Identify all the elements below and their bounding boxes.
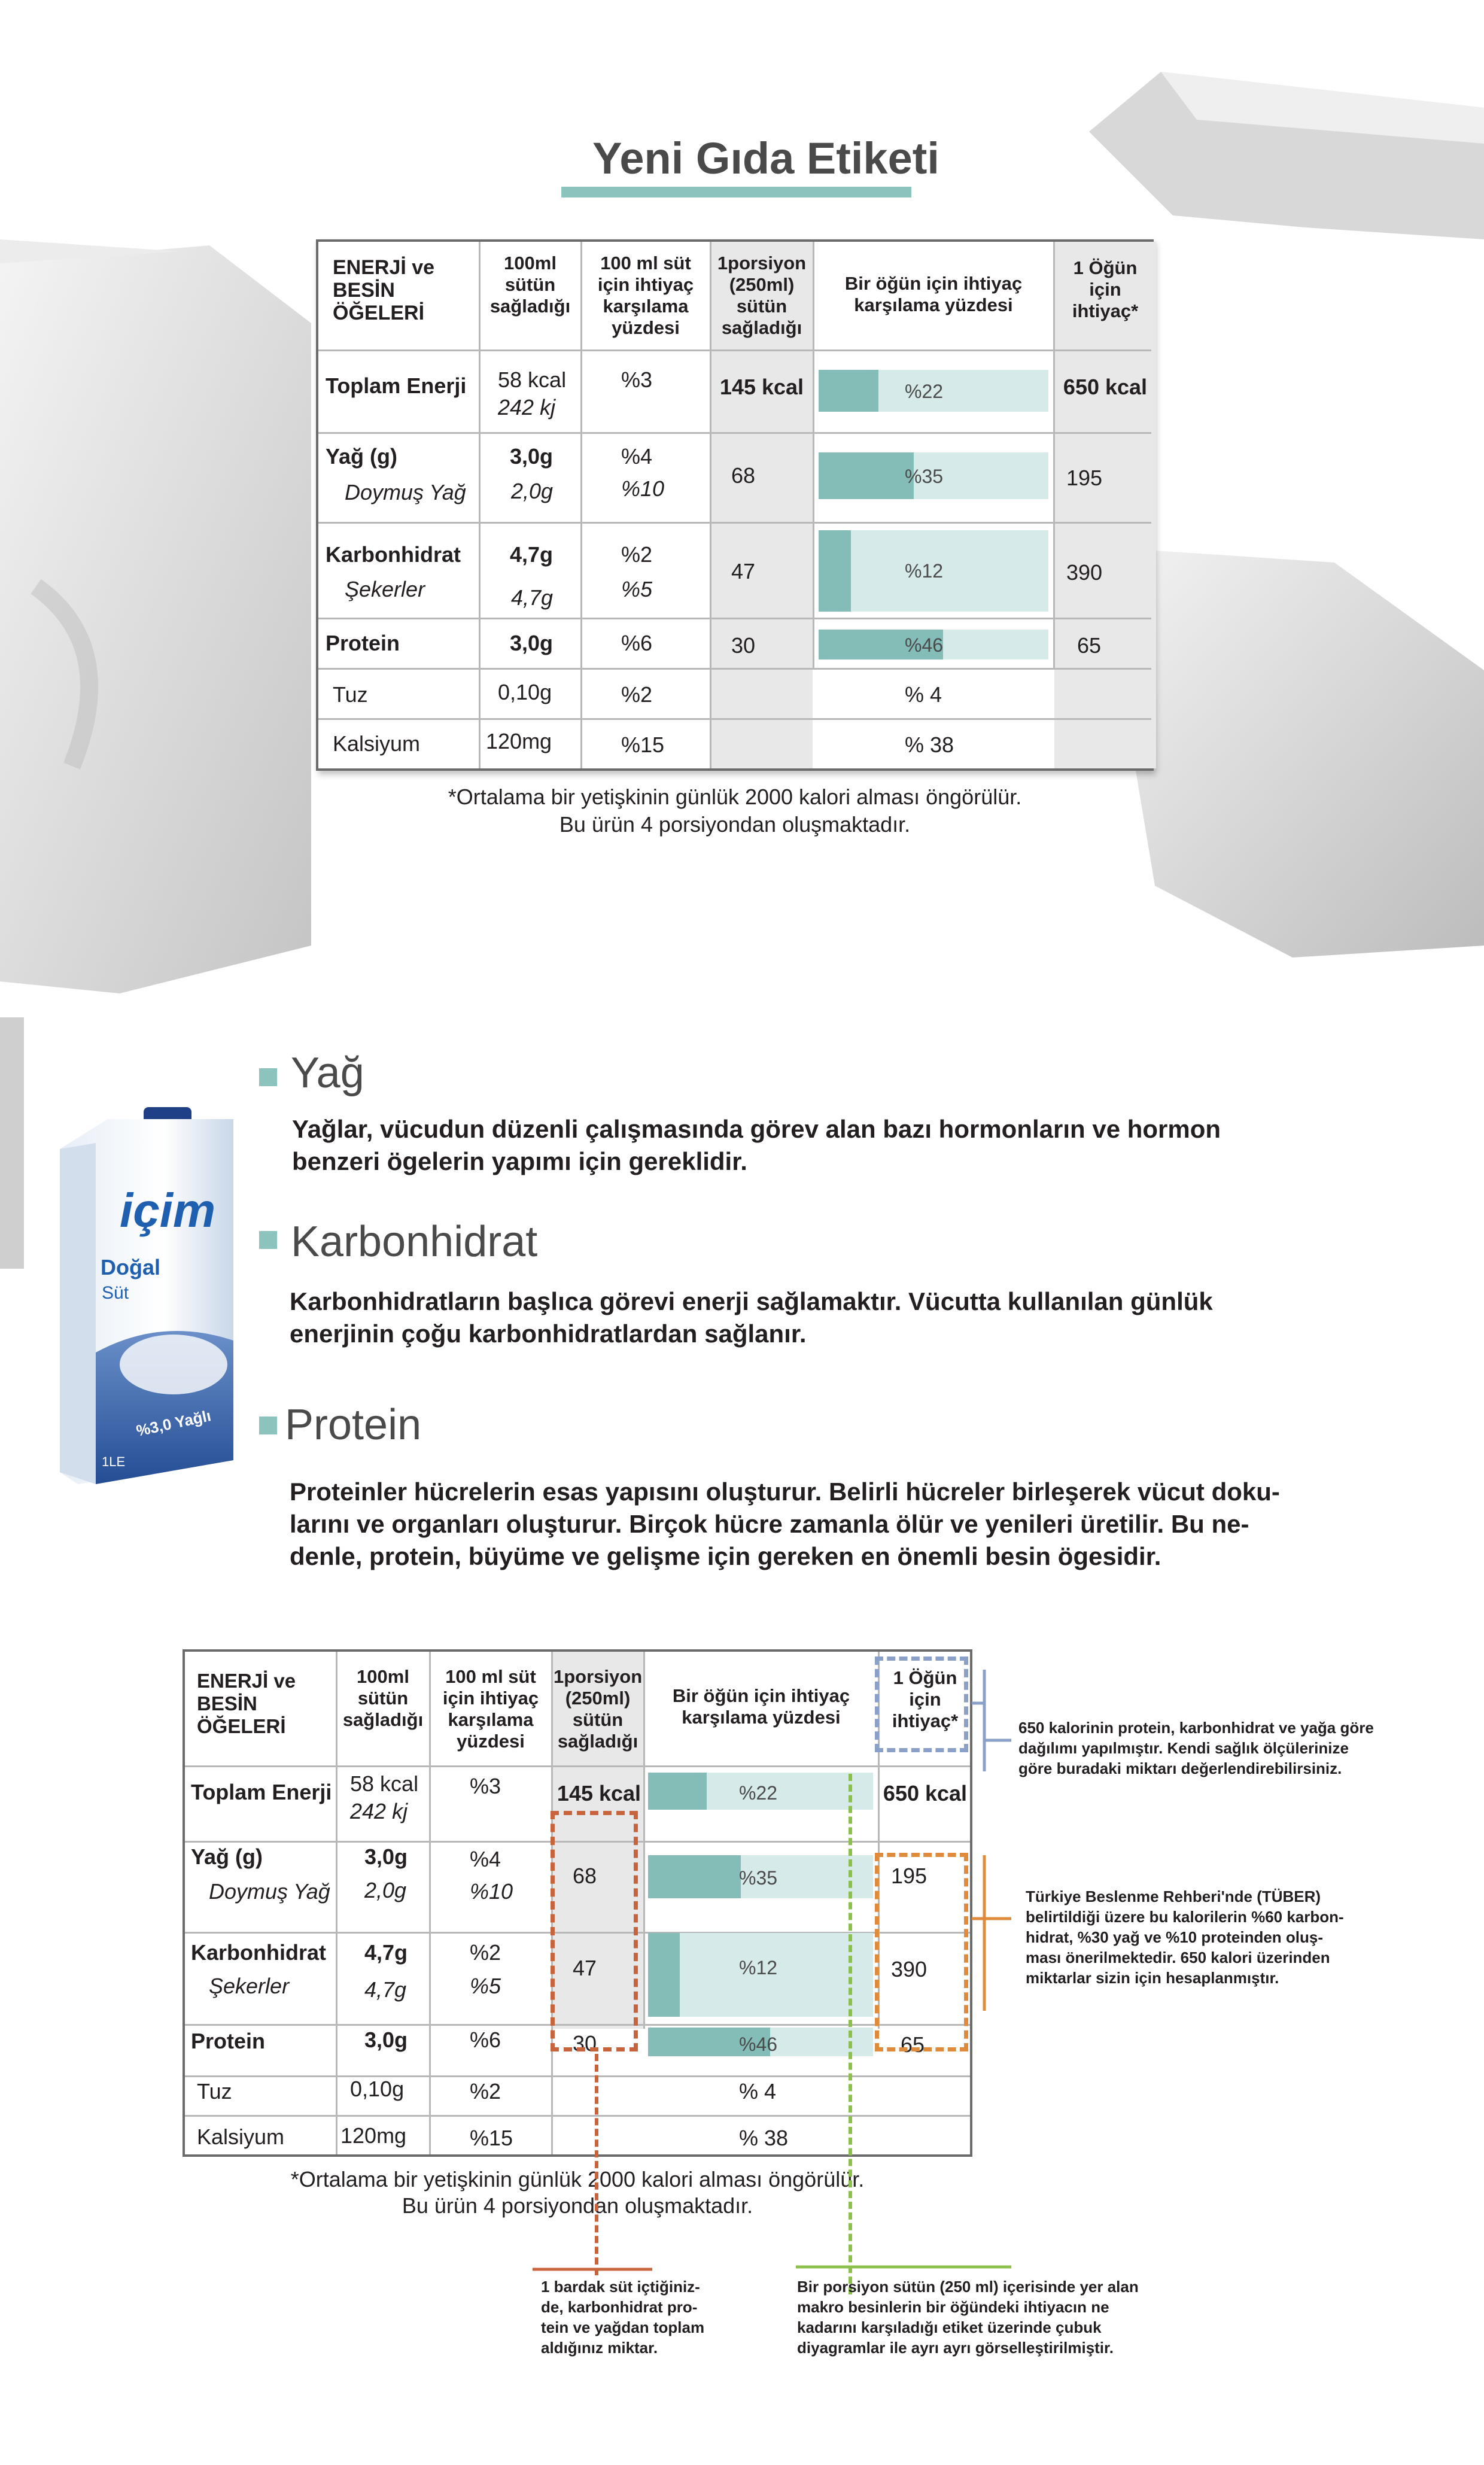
- energy-meal-pct: %22: [905, 381, 944, 402]
- calcium-100ml: 120mg: [486, 729, 552, 753]
- row-satfat-label: Doymuş Yağ: [345, 480, 466, 504]
- annotation-orange: [1026, 1886, 1344, 1988]
- yag-text-line-2: benzeri ögelerin yapımı için gereklidir.: [292, 1147, 747, 1175]
- header-pct-100ml-2: 100 ml süt için ihtiyaç karşılama yüzdesi: [442, 1666, 539, 1752]
- annotation-red: [541, 2276, 704, 2358]
- row-sugar-label-2: Şekerler: [209, 1974, 290, 1998]
- annotation-green: [797, 2276, 1139, 2358]
- table-footnote-2-b: Bu ürün 4 porsiyondan oluşmaktadır.: [402, 2193, 753, 2218]
- row-carb-label-2: Karbonhidrat: [191, 1940, 327, 1965]
- calcium-100ml-2: 120mg: [340, 2123, 407, 2148]
- carb-meal-pct: %12: [905, 560, 944, 582]
- carb-meal-pct-2: %12: [739, 1957, 778, 1978]
- carton-product-2: Süt: [102, 1283, 129, 1303]
- header-meal-need-2: 1 Öğün için ihtiyaç*: [892, 1667, 959, 1731]
- protein-pct-100ml-2: %6: [470, 2028, 501, 2052]
- satfat-pct-100ml: %10: [621, 476, 665, 501]
- calcium-meal-pct-2: % 38: [739, 2126, 789, 2150]
- fat-pct-100ml: %4: [621, 444, 653, 469]
- sugar-100ml: 4,7g: [511, 585, 554, 610]
- carb-need-2: 390: [891, 1957, 928, 1981]
- sugar-100ml-2: 4,7g: [364, 1977, 407, 2002]
- carb-portion-2: 47: [573, 1956, 597, 1980]
- carton-product-1: Doğal: [101, 1255, 161, 1279]
- table-footnote-1-b: *Ortalama bir yetişkinin günlük 2000 kalori alması öngörülür.: [290, 2167, 865, 2192]
- carb-need: 390: [1066, 560, 1103, 585]
- energy-need: 650 kcal: [1063, 375, 1148, 399]
- salt-pct-100ml: %2: [621, 682, 653, 707]
- sugar-pct-100ml-2: %5: [470, 1974, 501, 1998]
- salt-100ml-2: 0,10g: [350, 2077, 405, 2101]
- carton-volume: 1LE: [102, 1454, 126, 1469]
- carb-pct-100ml-2: %2: [470, 1940, 501, 1965]
- protein-portion: 30: [731, 633, 756, 658]
- protein-text-line-3: denle, protein, büyüme ve gelişme için gereken en önemli besin ögesidir.: [290, 1542, 1161, 1570]
- table-footnote-1: *Ortalama bir yetişkinin günlük 2000 kalori alması öngörülür.: [448, 785, 1022, 809]
- energy-pct-100ml-2: %3: [470, 1774, 501, 1798]
- row-carb-label: Karbonhidrat: [326, 542, 461, 567]
- fat-meal-pct: %35: [905, 466, 944, 487]
- energy-meal-pct-2: %22: [739, 1782, 778, 1804]
- header-meal-pct-2: Bir öğün için ihtiyaç karşılama yüzdesi: [672, 1685, 850, 1728]
- energy-need-2: 650 kcal: [883, 1781, 968, 1806]
- annotation-blue-line: 650 kalorinin protein, karbonhidrat ve yağa göre: [1018, 1719, 1374, 1737]
- annotation-blue-line: göre buradaki miktarı değerlendirebilirsiniz.: [1018, 1759, 1342, 1777]
- yag-heading: Yağ: [291, 1049, 364, 1097]
- header-nutrients: ENERJİ ve BESİN ÖĞELERİ: [333, 256, 435, 324]
- row-fat-label-2: Yağ (g): [191, 1844, 263, 1869]
- fat-need: 195: [1066, 466, 1103, 490]
- header-meal-need: 1 Öğün için ihtiyaç*: [1072, 257, 1139, 321]
- annotation-red-line: aldığınız miktar.: [541, 2339, 658, 2357]
- row-salt-label: Tuz: [333, 682, 368, 707]
- row-sugar-label: Şekerler: [345, 577, 425, 601]
- annotation-green-line: Bir porsiyon sütün (250 ml) içerisinde yer alan: [797, 2278, 1139, 2296]
- protein-need-2: 65: [901, 2032, 925, 2057]
- sugar-pct-100ml: %5: [621, 577, 653, 601]
- header-per-100ml: 100ml sütün sağladığı: [489, 253, 571, 317]
- carton-brand: içim: [120, 1184, 216, 1237]
- row-energy-label: Toplam Enerji: [326, 373, 467, 398]
- fat-pct-100ml-2: %4: [470, 1847, 501, 1871]
- annotation-orange-line: ması önerilmektedir. 650 kalori üzerinden: [1026, 1949, 1330, 1966]
- fat-100ml: 3,0g: [510, 444, 554, 469]
- row-fat-label: Yağ (g): [326, 444, 398, 469]
- karb-heading: Karbonhidrat: [291, 1218, 538, 1266]
- annotation-orange-line: hidrat, %30 yağ ve %10 proteinden oluş-: [1026, 1928, 1324, 1946]
- satfat-100ml: 2,0g: [511, 479, 554, 503]
- carton-fat: %3,0 Yağlı: [135, 1406, 213, 1440]
- fat-100ml-2: 3,0g: [364, 1844, 408, 1869]
- header-portion-2: 1porsiyon (250ml) sütün sağladığı: [554, 1666, 643, 1752]
- carb-pct-100ml: %2: [621, 542, 653, 567]
- table-footnote-2: Bu ürün 4 porsiyondan oluşmaktadır.: [559, 812, 911, 837]
- energy-portion-2: 145 kcal: [556, 1781, 641, 1806]
- fat-portion: 68: [731, 463, 756, 488]
- annotation-orange-line: miktarlar sizin için hesaplanmıştır.: [1026, 1969, 1279, 1987]
- protein-pct-100ml: %6: [621, 631, 653, 655]
- annotation-orange-line: Türkiye Beslenme Rehberi'nde (TÜBER): [1026, 1887, 1321, 1905]
- satfat-pct-100ml-2: %10: [470, 1879, 513, 1904]
- energy-100ml: 58 kcal: [498, 367, 567, 392]
- energy-pct-100ml: %3: [621, 367, 653, 392]
- annotation-green-line: diyagramlar ile ayrı ayrı görselleştirilmiştir.: [797, 2339, 1114, 2357]
- protein-meal-pct: %46: [905, 634, 944, 656]
- row-calcium-label: Kalsiyum: [333, 731, 421, 756]
- protein-100ml: 3,0g: [510, 631, 554, 655]
- protein-text-line-2: larını ve organları oluşturur. Birçok hücre zamanla ölür ve yenileri üretilir. Bu ne-: [290, 1510, 1249, 1538]
- salt-meal-pct-2: % 4: [739, 2079, 777, 2104]
- row-calcium-label-2: Kalsiyum: [197, 2124, 285, 2149]
- annotation-red-line: 1 bardak süt içtiğiniz-: [541, 2278, 700, 2296]
- row-protein-label-2: Protein: [191, 2029, 266, 2053]
- annotation-blue: [1018, 1718, 1374, 1779]
- energy-100ml-kj: 242 kj: [498, 395, 556, 420]
- header-meal-pct: Bir öğün için ihtiyaç karşılama yüzdesi: [844, 273, 1023, 315]
- row-energy-label-2: Toplam Enerji: [191, 1780, 332, 1804]
- karb-text-line-2: enerjinin çoğu karbonhidratlardan sağlanır.: [290, 1320, 807, 1348]
- fat-meal-pct-2: %35: [739, 1867, 778, 1889]
- energy-100ml-2: 58 kcal: [350, 1771, 419, 1796]
- energy-portion: 145 kcal: [719, 375, 804, 399]
- calcium-meal-pct: % 38: [905, 732, 954, 757]
- header-per-100ml-2: 100ml sütün sağladığı: [342, 1666, 424, 1730]
- annotation-green-line: makro besinlerin bir öğündeki ihtiyacın ne: [797, 2298, 1109, 2316]
- carb-100ml: 4,7g: [510, 542, 554, 567]
- protein-portion-2: 30: [573, 2031, 597, 2056]
- annotation-red-line: de, karbonhidrat pro-: [541, 2298, 698, 2316]
- protein-need: 65: [1077, 633, 1102, 658]
- row-protein-label: Protein: [326, 631, 400, 655]
- karb-text-line-1: Karbonhidratların başlıca görevi enerji sağlamaktır. Vücutta kullanılan günlük: [290, 1287, 1213, 1315]
- row-satfat-label-2: Doymuş Yağ: [209, 1879, 330, 1904]
- protein-text-line-1: Proteinler hücrelerin esas yapısını oluşturur. Belirli hücreler birleşerek vücut doku-: [290, 1478, 1280, 1506]
- header-nutrients-2: ENERJİ ve BESİN ÖĞELERİ: [197, 1670, 296, 1737]
- annotation-blue-line: dağılımı yapılmıştır. Kendi sağlık ölçülerinize: [1018, 1739, 1349, 1757]
- carb-100ml-2: 4,7g: [364, 1940, 408, 1965]
- fat-portion-2: 68: [573, 1864, 597, 1888]
- page-title: Yeni Gıda Etiketi: [592, 133, 939, 183]
- protein-meal-pct-2: %46: [739, 2034, 778, 2055]
- energy-100ml-kj-2: 242 kj: [350, 1799, 408, 1823]
- yag-text-line-1: Yağlar, vücudun düzenli çalışmasında görev alan bazı hormonların ve hormon: [292, 1115, 1221, 1143]
- calcium-pct-100ml: %15: [621, 732, 665, 757]
- carb-portion: 47: [731, 559, 756, 583]
- fat-need-2: 195: [891, 1864, 928, 1888]
- salt-meal-pct: % 4: [905, 682, 942, 707]
- annotation-orange-line: belirtildiği üzere bu kalorilerin %60 karbon-: [1026, 1908, 1344, 1926]
- row-salt-label-2: Tuz: [197, 2079, 232, 2104]
- protein-100ml-2: 3,0g: [364, 2028, 408, 2052]
- satfat-100ml-2: 2,0g: [364, 1878, 407, 1902]
- salt-pct-100ml-2: %2: [470, 2079, 501, 2104]
- calcium-pct-100ml-2: %15: [470, 2126, 513, 2150]
- annotation-red-line: tein ve yağdan toplam: [541, 2318, 705, 2336]
- protein-heading: Protein: [285, 1401, 422, 1449]
- header-pct-100ml: 100 ml süt için ihtiyaç karşılama yüzdesi: [597, 253, 694, 338]
- header-portion: 1porsiyon (250ml) sütün sağladığı: [717, 253, 807, 338]
- annotation-green-line: kadarını karşıladığı etiket üzerinde çubuk: [797, 2318, 1102, 2336]
- salt-100ml: 0,10g: [498, 680, 552, 704]
